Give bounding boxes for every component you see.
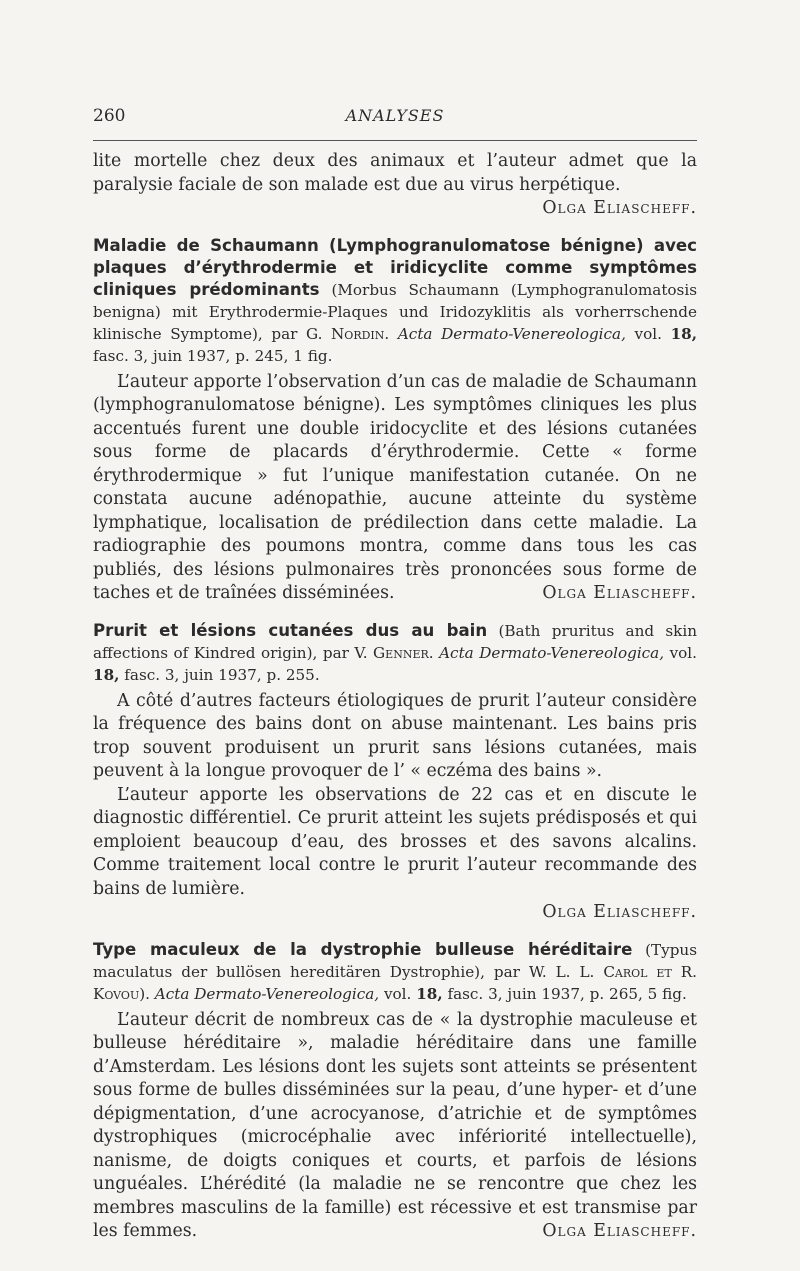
page-body bbox=[93, 150, 697, 1244]
entry-heading bbox=[93, 235, 697, 367]
page-header bbox=[93, 106, 697, 130]
original-title: (Typus maculatus der bullösen hereditären Dystrophie), bbox=[93, 940, 697, 981]
author-prefix: par V. bbox=[322, 643, 368, 662]
paragraph-text: L’auteur apporte l’observation d’un cas de maladie de Schaumann (lymphogranulomatose bénigne). Les symptômes cliniques les plus accentués furent une double iridocyclite et des lésions cutanées sous forme de placards d’érythrodermie. Cette « forme érythrodermique » fut l’unique manifestation cutanée. On ne constata aucune adénopathie, aucune atteinte du système lymphatique, localisation de prédilection dans cette maladie. La radiographie des poumons montra, comme dans tous les cas publiés, des lésions pulmonaires très prononcées sous forme de taches et de traînées disséminées. bbox=[93, 371, 697, 603]
author-name: Genner. bbox=[373, 643, 434, 662]
citation-rest: fasc. 3, juin 1937, p. 255. bbox=[124, 665, 320, 684]
volume-number: 18, bbox=[416, 984, 443, 1003]
volume-number: 18, bbox=[670, 324, 698, 343]
review-entry-prurit bbox=[93, 620, 697, 925]
entry-body bbox=[93, 371, 697, 606]
signature: Olga Eliascheff. bbox=[542, 902, 697, 922]
entry-title: Prurit et lésions cutanées dus au bain bbox=[93, 620, 488, 640]
entry-heading bbox=[93, 620, 697, 686]
running-title: ANALYSES bbox=[345, 106, 445, 125]
volume-prefix: vol. bbox=[383, 984, 412, 1003]
continuation-text: lite mortelle chez deux des animaux et l’auteur admet que la paralysie faciale de son malade est due au virus herpétique. bbox=[93, 151, 697, 195]
header-rule bbox=[93, 140, 697, 141]
entry-heading bbox=[93, 939, 697, 1005]
entry-paragraph bbox=[93, 1009, 697, 1244]
entry-paragraph bbox=[93, 371, 697, 606]
page-number: 260 bbox=[93, 106, 126, 126]
signature: Olga Eliascheff. bbox=[542, 583, 697, 603]
paragraph-text: L’auteur décrit de nombreux cas de « la dystrophie maculeuse et bulleuse héréditaire », maladie héréditaire dans une famille d’Amsterdam. Les lésions dont les sujets sont atteints se présentent sous forme de bulles disséminées sur la peau, d’une hyper- et d’une dépigmentation, d’une acrocyanose, d’atrichie et de symptômes dystrophiques (microcéphalie avec infériorité intellectuelle), nanisme, de doigts coniques et courts, et parfois de lésions unguéales. L’hérédité (la maladie ne se rencontre que chez les membres masculins de la famille) est récessive et est transmise par les femmes. bbox=[93, 1009, 697, 1241]
volume-number: 18, bbox=[93, 665, 120, 684]
journal-name: Acta Dermato-Venereologica, bbox=[154, 984, 380, 1003]
citation-rest: fasc. 3, juin 1937, p. 245, 1 fig. bbox=[93, 346, 333, 365]
journal-name: Acta Dermato-Venereologica, bbox=[439, 643, 665, 662]
entry-title: Type maculeux de la dystrophie bulleuse héréditaire bbox=[93, 939, 633, 959]
signature: Olga Eliascheff. bbox=[542, 198, 697, 218]
original-title: (Bath pruritus and skin affections of Kindred origin), bbox=[93, 621, 698, 662]
author-prefix: par G. bbox=[271, 324, 323, 343]
entry-body bbox=[93, 1009, 697, 1244]
volume-prefix: vol. bbox=[634, 324, 662, 343]
entry-paragraph: L’auteur apporte les observations de 22 cas et en discute le diagnostic différentiel. Ce prurit atteint les sujets prédisposés et qui emploient beaucoup d’eau, des brosses et des savons alcalins. Comme traitement local contre le prurit l’auteur recommande des bains de lumière. bbox=[93, 784, 697, 899]
journal-name: Acta Dermato-Venereologica, bbox=[397, 324, 626, 343]
author-name: Nordin. bbox=[331, 324, 390, 343]
author-name: Carol et R. Kovou). bbox=[93, 962, 697, 1003]
review-entry-dystrophie bbox=[93, 939, 697, 1244]
review-entry-schaumann bbox=[93, 235, 697, 606]
entry-paragraph: A côté d’autres facteurs étiologiques de prurit l’auteur considère la fréquence des bains dont on abuse maintenant. Les bains pris trop souvent produisent un prurit sans lésions cutanées, mais peuvent à la longue provoquer de l’ « eczéma des bains ». bbox=[93, 690, 697, 781]
original-title: (Morbus Schaumann (Lymphogranulomatosis benigna) mit Erythrodermie-Plaques und Iridozyklitis als vorherrschende klinische Symptome), bbox=[93, 280, 698, 343]
entry-title: Maladie de Schaumann (Lymphogranulomatose bénigne) avec plaques d’érythrodermie et iridicyclite comme symptômes cliniques prédominants bbox=[93, 235, 697, 299]
volume-prefix: vol. bbox=[669, 643, 697, 662]
author-prefix: par W. L. L. bbox=[493, 962, 595, 981]
citation-rest: fasc. 3, juin 1937, p. 265, 5 fig. bbox=[447, 984, 687, 1003]
signature: Olga Eliascheff. bbox=[542, 1221, 697, 1241]
